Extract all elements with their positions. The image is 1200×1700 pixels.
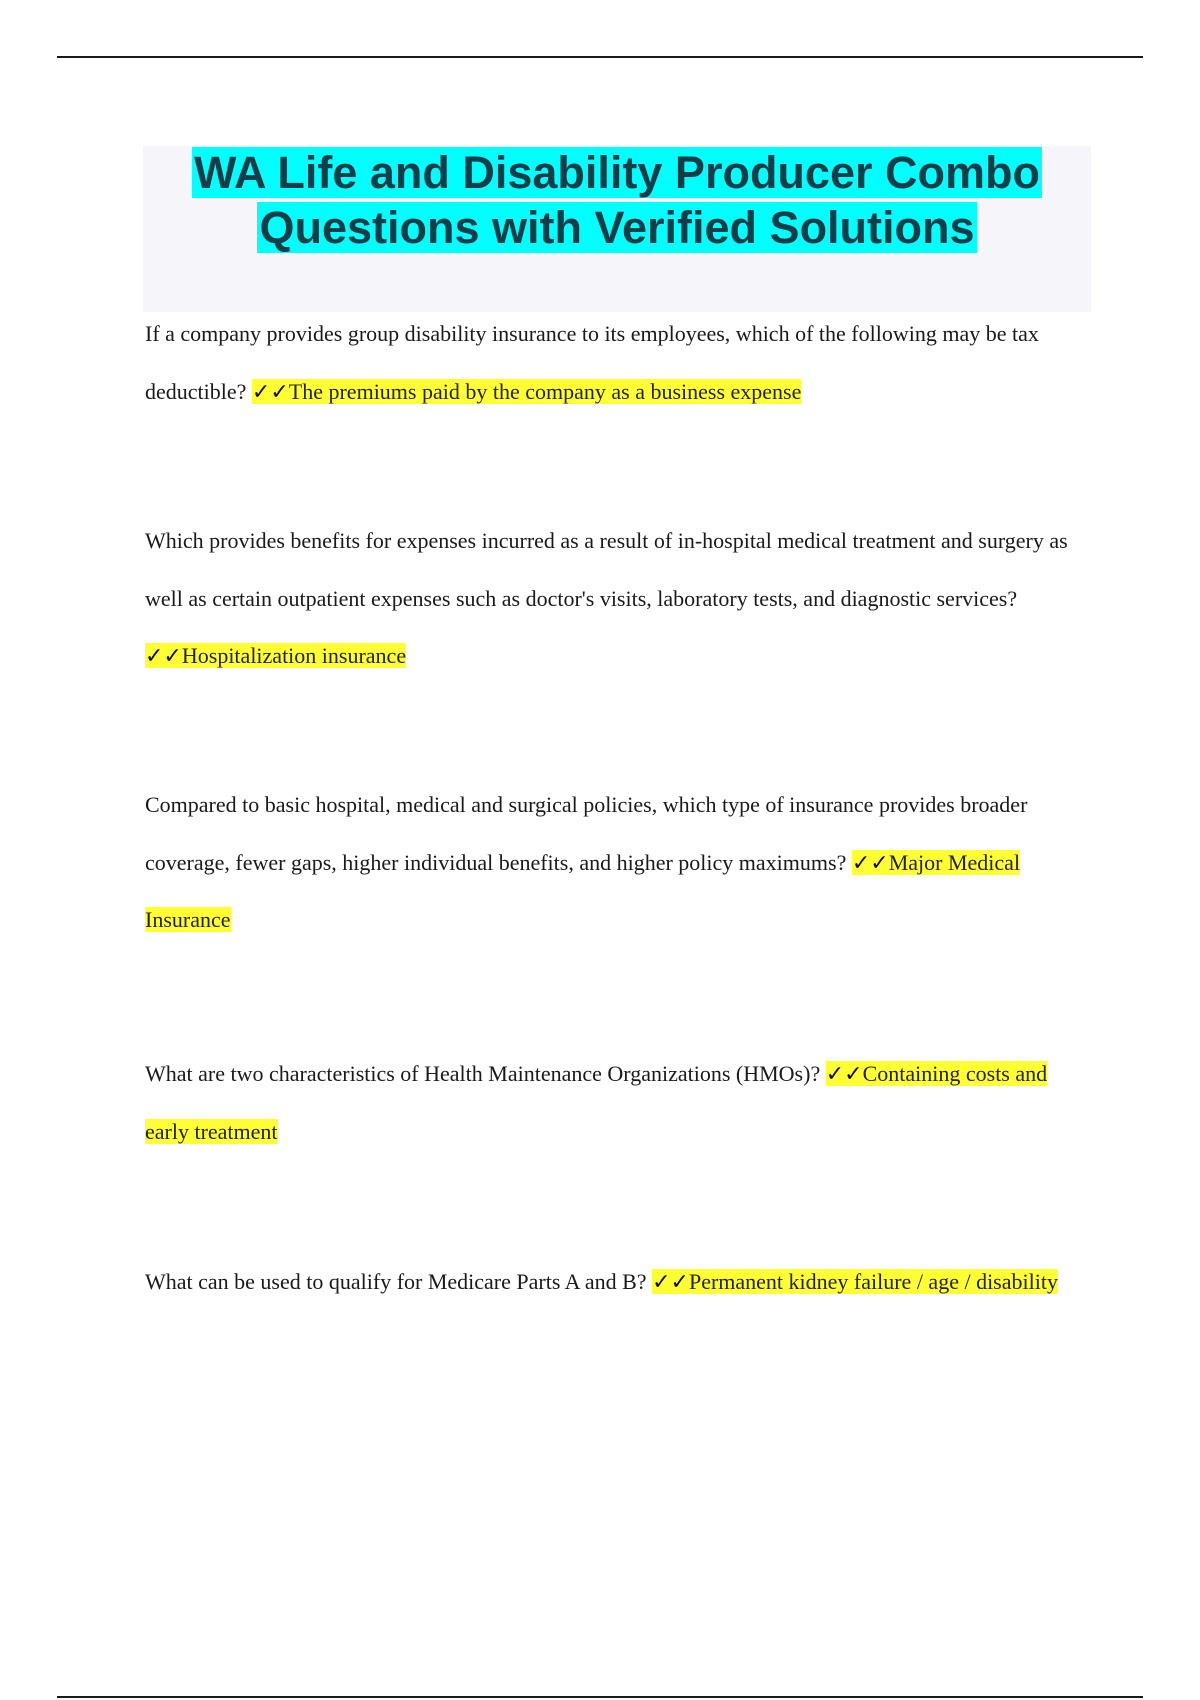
answer-text: The premiums paid by the company as a business expense	[288, 378, 802, 404]
top-divider	[57, 56, 1143, 58]
check-mark-icon: ✓✓	[652, 1269, 689, 1294]
document-title-line2: Questions with Verified Solutions	[259, 202, 975, 253]
answer-highlight	[252, 379, 801, 404]
check-mark-icon: ✓✓	[851, 849, 889, 875]
check-mark-icon: ✓✓	[251, 378, 289, 404]
document-title-line1: WA Life and Disability Producer Combo	[194, 147, 1040, 198]
qa-item	[145, 512, 1075, 685]
title-block	[143, 146, 1091, 312]
question-text: If a company provides group disability insurance to its employees, which of the following may be tax deductible?	[145, 321, 1039, 404]
answer-text: Hospitalization insurance	[181, 643, 407, 668]
answer-text: Containing costs and early treatment	[145, 1061, 1048, 1144]
qa-item	[145, 1045, 1075, 1160]
answer-highlight	[145, 643, 406, 668]
qa-item	[145, 305, 1075, 420]
qa-item	[145, 1253, 1075, 1311]
check-mark-icon: ✓✓	[145, 643, 182, 668]
question-text: What are two characteristics of Health Maintenance Organizations (HMOs)?	[145, 1061, 826, 1086]
question-text: What can be used to qualify for Medicare Parts A and B?	[145, 1269, 653, 1294]
answer-text: Major Medical Insurance	[145, 849, 1021, 932]
question-text: Compared to basic hospital, medical and surgical policies, which type of insurance provides broader coverage, fewer gaps, higher individual benefits, and higher policy maximums?	[145, 792, 1028, 875]
question-text: Which provides benefits for expenses incurred as a result of in-hospital medical treatment and surgery as well as certain outpatient expenses such as doctor's visits, laboratory tests, and diagnostic services?	[145, 528, 1068, 611]
qa-item	[145, 776, 1075, 949]
answer-text: Permanent kidney failure / age / disability	[688, 1269, 1058, 1294]
answer-highlight	[652, 1269, 1058, 1294]
bottom-divider	[57, 1696, 1143, 1698]
check-mark-icon: ✓✓	[825, 1061, 863, 1086]
